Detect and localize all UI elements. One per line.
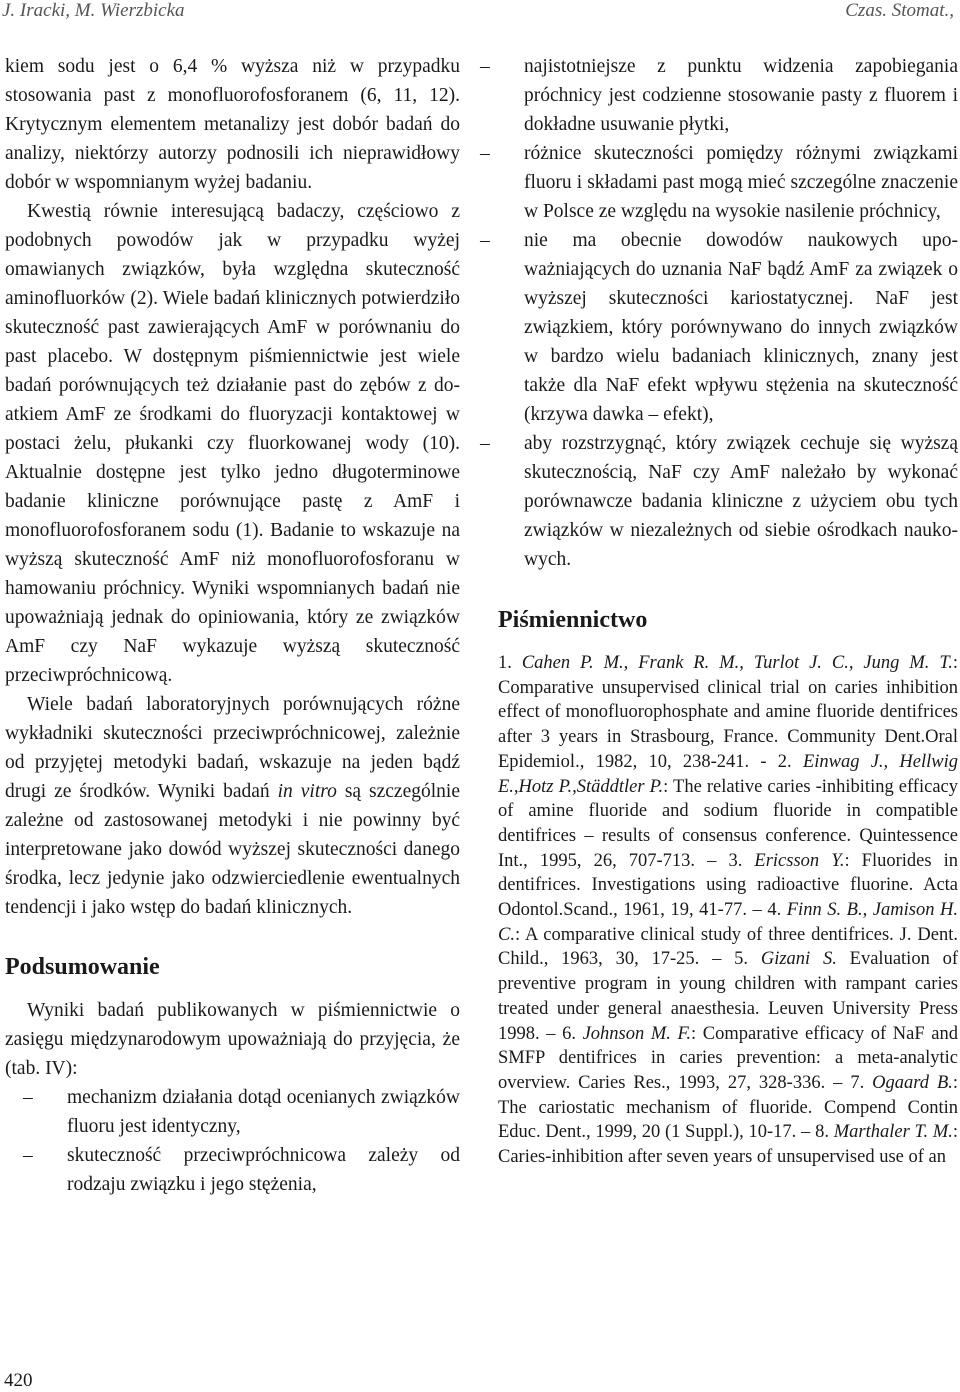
reference-item: 8. Marthaler T. M.: Caries-inhibition after seven years of unsupervised use of an: [498, 1122, 959, 1168]
reference-item: 6. Johnson M. F.: Comparative efficacy of NaF and SMFP dentifrices in caries prevention: a meta-analytic overview. Caries Res., 1993, 27, 328-336. –: [498, 1023, 958, 1093]
reference-item: 5. Gizani S. Evaluation of preventive program in young children with rampant caries treated under general anaesthesia. Leuven University Press 1998. –: [498, 949, 959, 1044]
list-item: – skuteczność przeciwpróchnicowa zależy od rodzaju związku i jego stężenia,: [23, 1145, 460, 1195]
paragraph-2: Kwestią równie interesującą badaczy, częściowo z podobnych powodów jak w przypadku wyżej omawianych związków, była względna skuteczność aminofluorków (2). Wiele badań klinicznych potwierdziło skuteczność past zawierających AmF w porównaniu do past placebo. W dostępnym piśmiennictwie jest wiele badań porównujących też działanie past do zębów z doatkiem AmF ze środkami do fluoryzacji kontaktowej w postaci żelu, płukanki czy fluorkowanej wody (10). Aktualnie dostępne jest tylko jedno długoterminowe badanie kliniczne porównujące pastę z AmF i monofluorofosforanem sodu (1). Badanie to wskazuje na wyższą skuteczność AmF niż monofluorofosforanu w hamowaniu próchnicy. Wyniki wspomnianych badań nie upoważniają jednak do opiniowania, który ze związków AmF czy NaF wykazuje wyższą skuteczność przeciwpróchnicową.: [5, 201, 460, 686]
list-item: – aby rozstrzygnąć, który związek cechuje się wyższą skutecznością, NaF czy AmF należało by wykonać porównawcze badania kliniczne z użyciem obu tych związków w niezależnych od siebie ośrodkach naukowych.: [480, 433, 958, 570]
running-header: [0, 0, 960, 24]
page-number: 420: [4, 1370, 33, 1391]
list-item: – nie ma obecnie dowodów naukowych upoważniających do uznania NaF bądź AmF za związek o wyższej skuteczności kariostatycznej. NaF jest związkiem, który porównywano do innych związków w bardzo wielu badaniach klinicznych, znany jest także dla NaF efekt wpływu stężenia na skuteczność (krzywa dawka – efekt),: [480, 230, 958, 425]
list-item: – różnice skuteczności pomiędzy różnymi związkami fluoru i składami past mogą mieć szczególne znaczenie w Polsce ze względu na wysokie nasilenie próchnicy,: [480, 143, 958, 222]
list-item: – najistotniejsze z punktu widzenia zapobiegania próchnicy jest codzienne stosowanie pasty z fluorem i dokładne usuwanie płytki,: [480, 56, 958, 135]
header-journal: Czas. Stomat.,: [845, 0, 954, 21]
reference-item: 3. Ericsson Y.: Fluorides in dentifrices. Investigations using radioactive fluorine. Acta Odontol.Scand., 1961, 19, 41-77. –: [498, 850, 959, 921]
paragraph-3: Wiele badań laboratoryjnych porównujących różne wykładniki skuteczności przeciwpróchnicowej, zależnie od przyjętej metodyki badań, wskazuje na jeden bądź drugi ze środków. Wyniki badań in vitro są szczególnie zależne od zastosowanej metodyki i nie powinny być interpretowane jako dowód wyższej skuteczności danego środka, lecz jedynie jako odzwierciedlenie ewentualnych tendencji i jako wstęp do badań klinicznych.: [5, 694, 460, 918]
reference-item: 7. Ogaard B.: The cariostatic mechanism of fluoride. Compend Contin Educ. Dent., 1999, 20 (1 Suppl.), 10-17. –: [498, 1072, 959, 1143]
summary-intro: Wyniki badań publikowanych w piśmiennictwie o zasięgu międzynarodowym upoważniają do przyjęcia, że (tab. IV):: [5, 1000, 460, 1079]
summary-list-right: [480, 52, 958, 574]
summary-list-left: [5, 1083, 460, 1199]
list-item: – mechanizm działania dotąd ocenianych związków fluoru jest identyczny,: [23, 1087, 460, 1137]
references-list: [498, 651, 958, 1170]
reference-item: 2. Einwag J., Hellwig E.,Hotz P.,Städdtler P.: The relative caries -inhibiting efficacy of amine fluoride and sodium fluoride in compatible dentifrices – results of consensus conference. Quintessence Int., 1995, 26, 707-713. –: [498, 751, 959, 871]
header-authors: J. Iracki, M. Wierzbicka: [2, 0, 185, 21]
paragraph-1: kiem sodu jest o 6,4 % wyższa niż w przypadku stosowania past z monofluorofosforanem (6, 11, 12). Krytycznym elementem metanalizy jest dobór badań do analizy, niektórzy autorzy podnosili ich nieprawidłowy dobór w wspomnianym wyżej badaniu.: [5, 56, 460, 193]
reference-item: 4. Finn S. B., Jamison H. C.: A comparative clinical study of three dentifrices. J. Dent. Child., 1963, 30, 17-25. –: [498, 900, 958, 970]
reference-item: 1. Cahen P. M., Frank R. M., Turlot J. C., Jung M. T.: Comparative unsupervised clinical trial on caries inhibition effect of monofluorophosphate and amine fluoride dentifrices after 3 years in Strasbourg, France. Community Dent.Oral Epidemiol., 1982, 10, 238-241. -: [498, 653, 959, 772]
references-heading: Piśmiennictwo: [498, 607, 648, 633]
right-column: [480, 52, 959, 1170]
summary-heading: Podsumowanie: [5, 954, 160, 980]
in-vitro-italic: in vitro: [277, 781, 337, 802]
left-column: [5, 52, 460, 1199]
